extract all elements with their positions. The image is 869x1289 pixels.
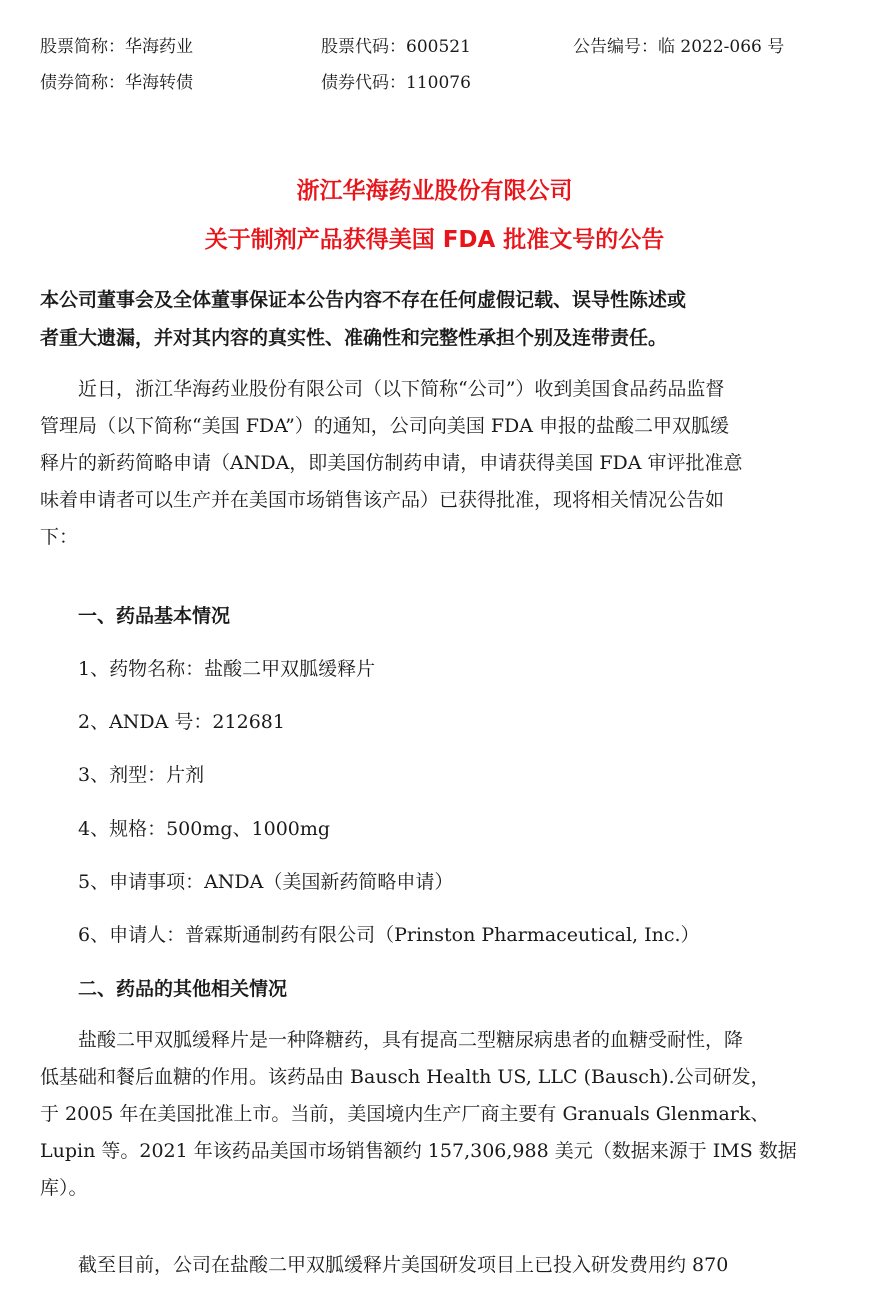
paragraph-line: 释片的新药简略申请（ANDA，即美国仿制药申请，申请获得美国 FDA 审评批准意 bbox=[40, 452, 743, 474]
paragraph-line: 管理局（以下简称“美国 FDA”）的通知，公司向美国 FDA 申报的盐酸二甲双胍缓 bbox=[40, 415, 730, 437]
notice-number: 公告编号：临 2022-066 号 bbox=[573, 37, 785, 57]
intro-paragraph bbox=[40, 371, 840, 556]
paragraph-line: 盐酸二甲双胍缓释片是一种降糖药，具有提高二型糖尿病患者的血糖受耐性，降 bbox=[40, 1029, 744, 1051]
section-heading: 二、药品的其他相关情况 bbox=[78, 978, 288, 1000]
bond-short-name: 债券简称：华海转债 bbox=[40, 73, 193, 93]
paragraph-line: 近日，浙江华海药业股份有限公司（以下简称“公司”）收到美国食品药品监督 bbox=[40, 378, 725, 400]
list-item: 6、申请人：普霖斯通制药有限公司（Prinston Pharmaceutical, Inc.） bbox=[78, 924, 700, 946]
stock-short-name: 股票简称：华海药业 bbox=[40, 37, 193, 57]
company-title: 浙江华海药业股份有限公司 bbox=[296, 178, 573, 204]
bond-code: 债券代码：110076 bbox=[321, 73, 471, 93]
list-item: 1、药物名称：盐酸二甲双胍缓释片 bbox=[78, 658, 376, 680]
drug-info-paragraph bbox=[40, 1022, 840, 1207]
paragraph-line: 库）。 bbox=[40, 1177, 88, 1199]
board-statement bbox=[40, 281, 840, 357]
announcement-title: 关于制剂产品获得美国 FDA 批准文号的公告 bbox=[204, 227, 665, 253]
paragraph-line: Lupin 等。2021 年该药品美国市场销售额约 157,306,988 美元（数据来源于 IMS 数据 bbox=[40, 1140, 797, 1162]
paragraph-line: 低基础和餐后血糖的作用。该药品由 Bausch Health US, LLC (Bausch).公司研发， bbox=[40, 1066, 770, 1088]
list-item: 2、ANDA 号：212681 bbox=[78, 711, 285, 733]
rd-investment-paragraph bbox=[40, 1247, 840, 1284]
statement-line: 者重大遗漏，并对其内容的真实性、准确性和完整性承担个别及连带责任。 bbox=[40, 327, 668, 349]
stock-code: 股票代码：600521 bbox=[321, 37, 471, 57]
section-heading: 一、药品基本情况 bbox=[78, 605, 231, 627]
statement-line: 本公司董事会及全体董事保证本公告内容不存在任何虚假记载、误导性陈述或 bbox=[40, 289, 687, 311]
list-item: 4、规格：500mg、1000mg bbox=[78, 818, 331, 840]
paragraph-line: 于 2005 年在美国批准上市。当前，美国境内生产厂商主要有 Granuals Glenmark、 bbox=[40, 1103, 770, 1125]
paragraph-line: 味着申请者可以生产并在美国市场销售该产品）已获得批准，现将相关情况公告如 bbox=[40, 489, 725, 511]
list-item: 5、申请事项：ANDA（美国新药简略申请） bbox=[78, 871, 454, 893]
paragraph-line: 截至目前，公司在盐酸二甲双胍缓释片美国研发项目上已投入研发费用约 870 bbox=[40, 1254, 729, 1276]
list-item: 3、剂型：片剂 bbox=[78, 764, 205, 786]
paragraph-line: 下： bbox=[40, 526, 79, 548]
